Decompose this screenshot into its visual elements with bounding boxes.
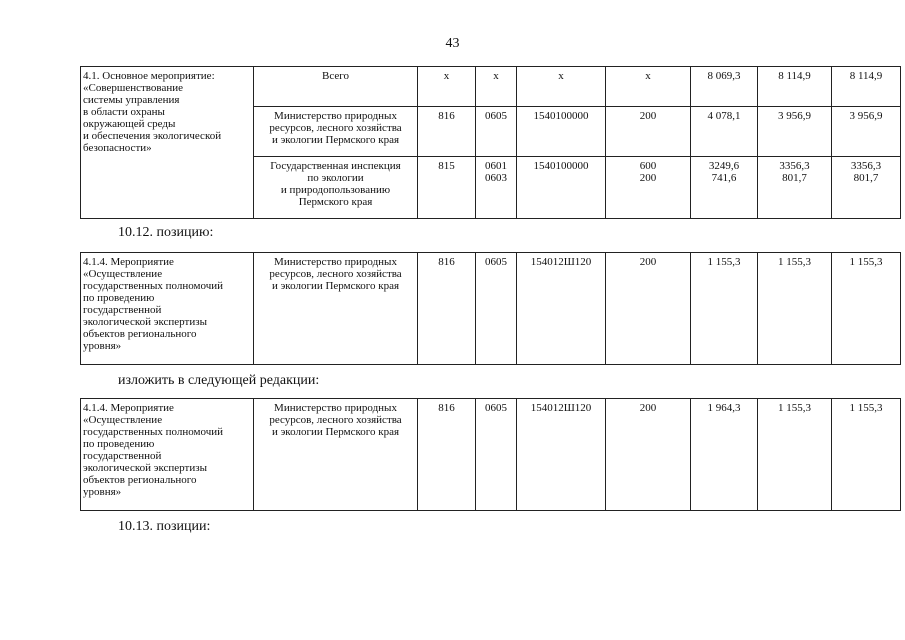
amount-cell: 8 069,3 [691,67,758,107]
amount-cell: 8 114,9 [832,67,901,107]
amount-cell: 3249,6 741,6 [691,157,758,219]
amount-cell: 1 155,3 [832,253,901,365]
expense-type-cell: х [606,67,691,107]
page-number: 43 [445,36,460,51]
org-cell: Министерство природных ресурсов, лесного хозяйства и экологии Пермского края [254,253,418,365]
section-note: 10.13. позиции: [118,519,211,534]
target-code-cell: 154012Ш120 [517,253,606,365]
table-row [81,67,901,107]
amount-cell: 3356,3 801,7 [758,157,832,219]
activity-description: 4.1.4. Мероприятие «Осуществление государственных полномочий по проведению государственной экологической экспертизы объектов регионального уровня» [81,253,254,365]
amount-cell: 1 155,3 [758,399,832,511]
admin-code-cell: 816 [418,399,476,511]
amount-cell: 1 964,3 [691,399,758,511]
amount-cell: 3 956,9 [758,107,832,157]
org-cell: Министерство природных ресурсов, лесного хозяйства и экологии Пермского края [254,399,418,511]
amount-cell: 3356,3 801,7 [832,157,901,219]
table-row [81,399,901,511]
admin-code-cell: 816 [418,107,476,157]
expense-type-cell: 200 [606,107,691,157]
amount-cell: 1 155,3 [832,399,901,511]
section-code-cell: х [476,67,517,107]
amount-cell: 1 155,3 [691,253,758,365]
activity-description: 4.1.4. Мероприятие «Осуществление государственных полномочий по проведению государственной экологической экспертизы объектов регионального уровня» [81,399,254,511]
admin-code-cell: 815 [418,157,476,219]
admin-code-cell: х [418,67,476,107]
admin-code-cell: 816 [418,253,476,365]
amount-cell: 1 155,3 [758,253,832,365]
expense-type-cell: 600 200 [606,157,691,219]
section-note: 10.12. позицию: [118,225,214,240]
section-code-cell: 0605 [476,399,517,511]
section-code-cell: 0601 0603 [476,157,517,219]
program-table-old [80,252,901,365]
program-table-main [80,66,901,219]
activity-description: 4.1. Основное мероприятие: «Совершенствование системы управления в области охраны окружающей среды и обеспечения экологической безопасности» [81,67,254,219]
section-code-cell: 0605 [476,253,517,365]
expense-type-cell: 200 [606,399,691,511]
table-row [81,253,901,365]
amount-cell: 8 114,9 [758,67,832,107]
org-cell: Государственная инспекция по экологии и природопользованию Пермского края [254,157,418,219]
org-cell: Всего [254,67,418,107]
section-note: изложить в следующей редакции: [118,373,320,388]
expense-type-cell: 200 [606,253,691,365]
target-code-cell: х [517,67,606,107]
program-table-new [80,398,901,511]
amount-cell: 4 078,1 [691,107,758,157]
org-cell: Министерство природных ресурсов, лесного хозяйства и экологии Пермского края [254,107,418,157]
target-code-cell: 1540100000 [517,157,606,219]
target-code-cell: 154012Ш120 [517,399,606,511]
amount-cell: 3 956,9 [832,107,901,157]
section-code-cell: 0605 [476,107,517,157]
target-code-cell: 1540100000 [517,107,606,157]
